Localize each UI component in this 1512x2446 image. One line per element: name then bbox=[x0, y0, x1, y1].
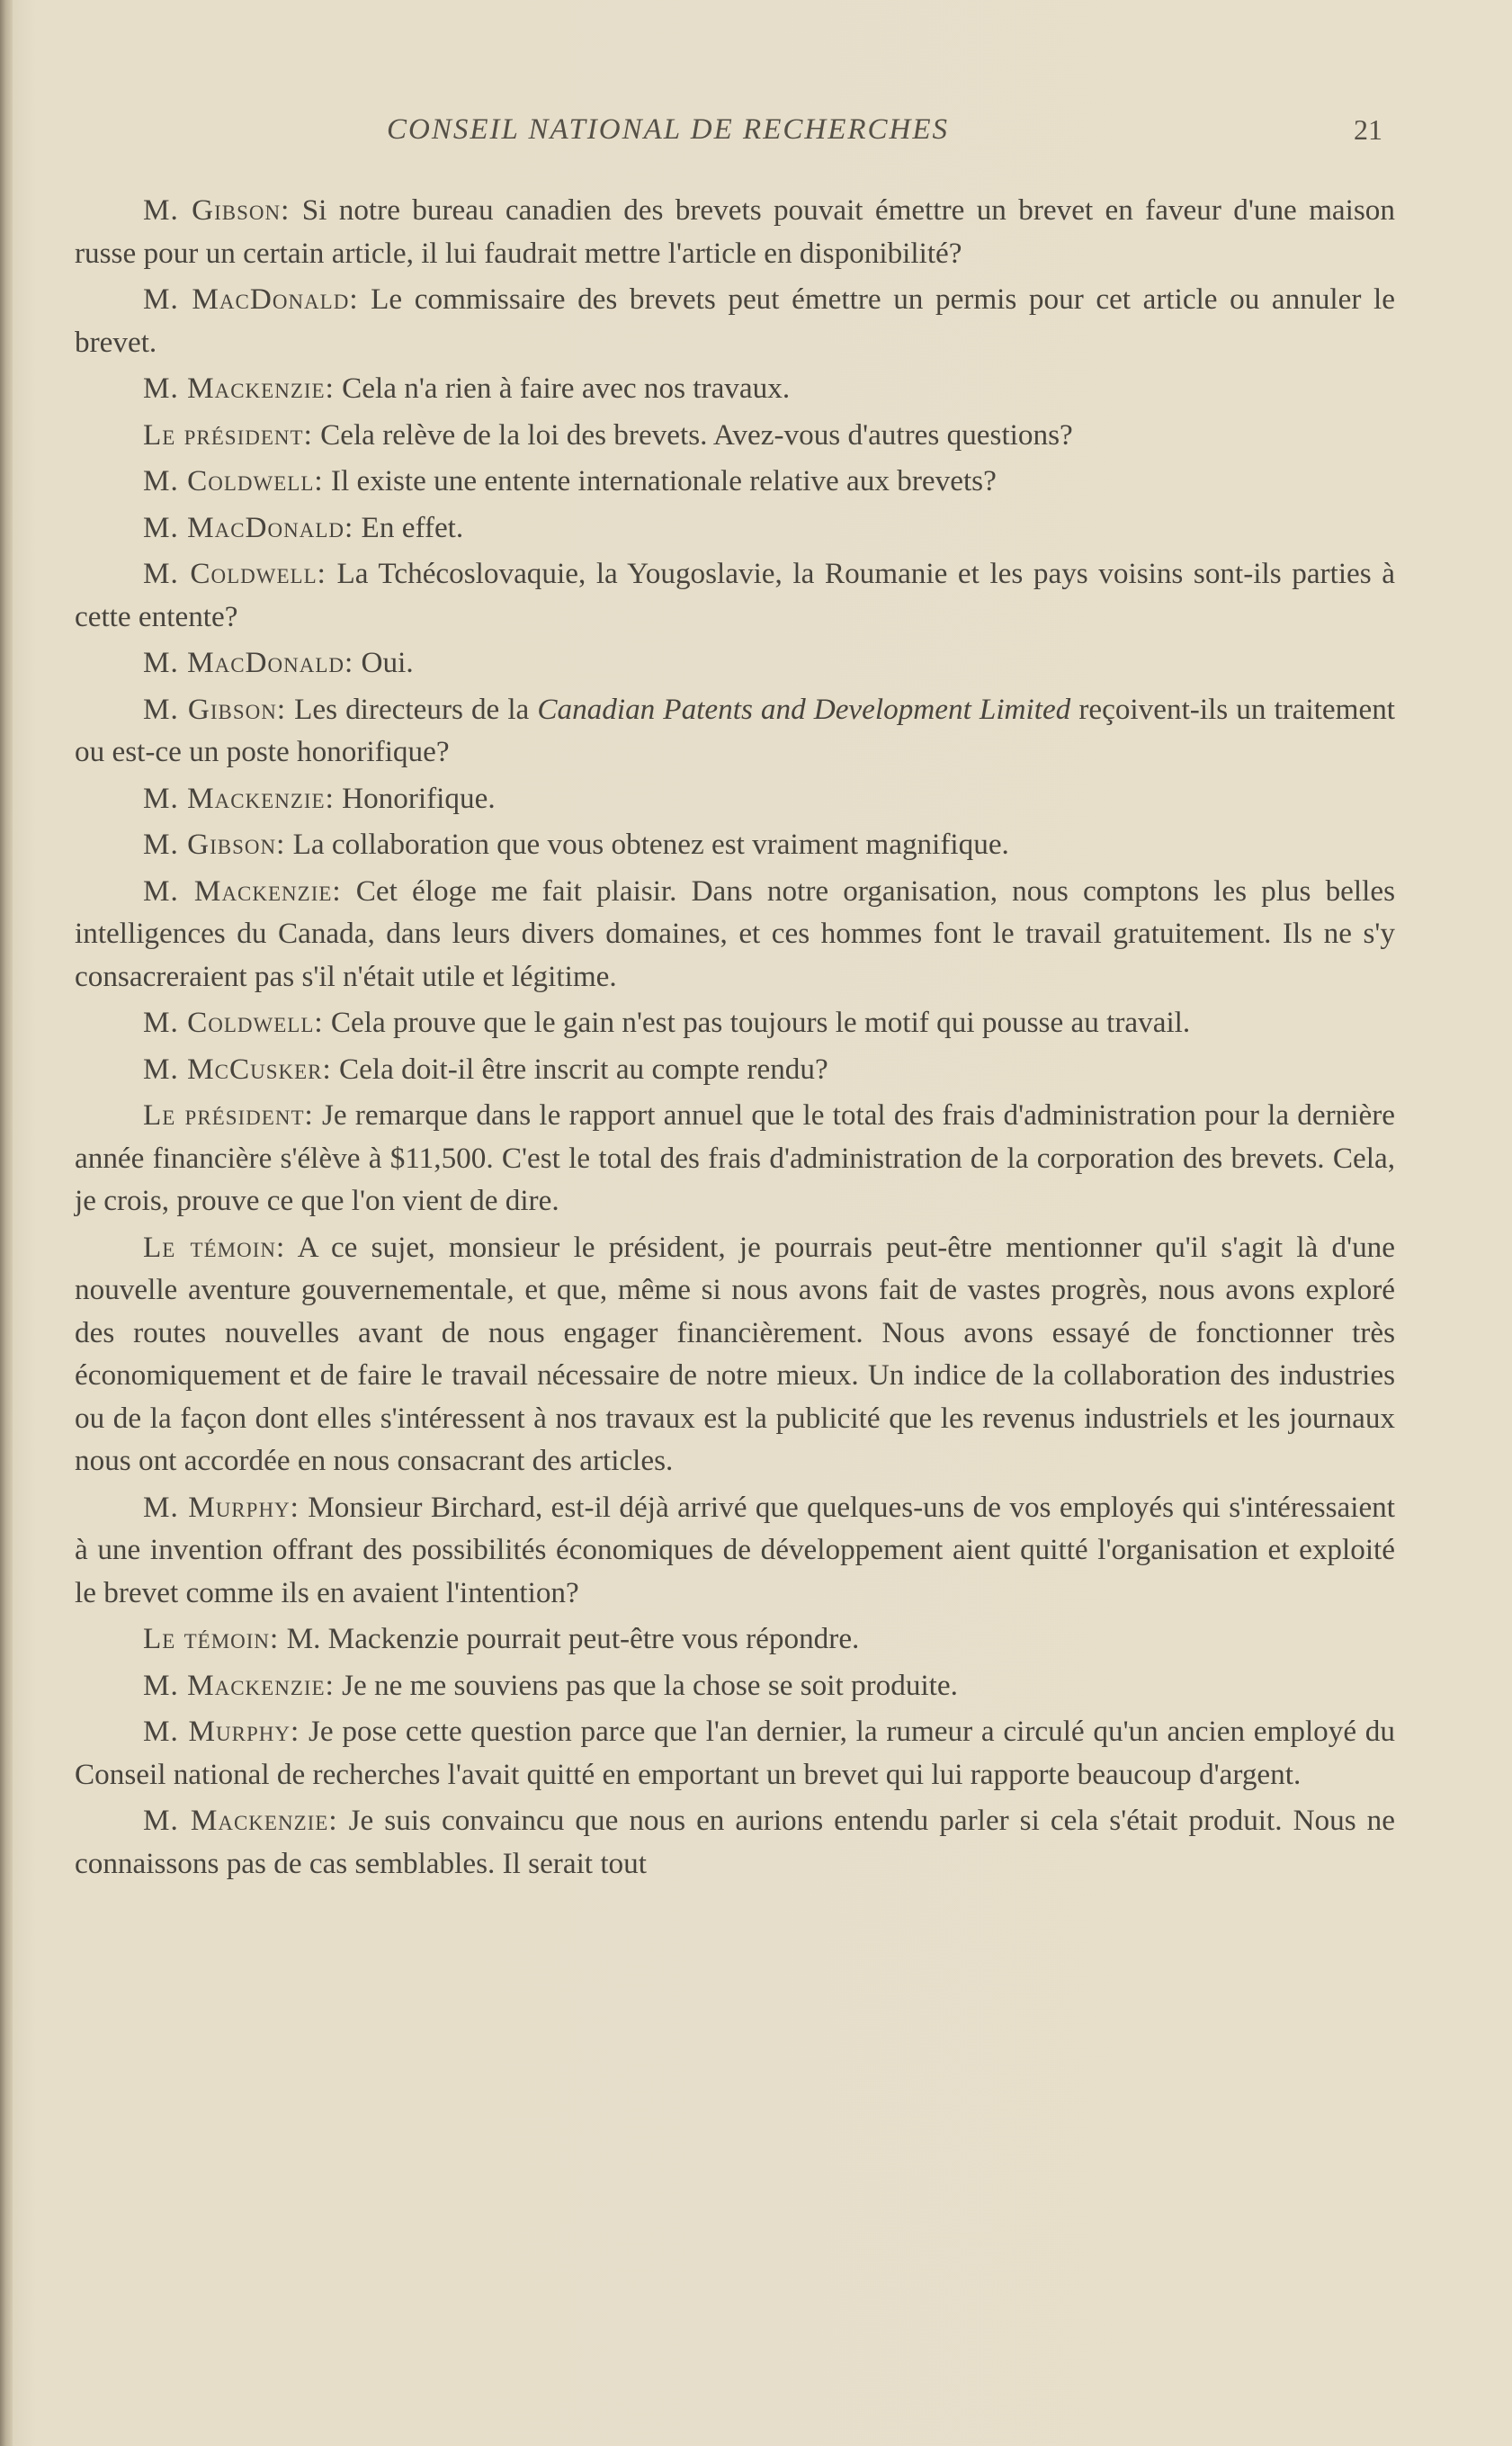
paragraph bbox=[75, 414, 1395, 457]
paragraph-text: Je remarque dans le rapport annuel que le total des frais d'administration pour la dernière année financière s'élève à $11,500. C'est le total des frais d'administration de la corporation des brevets. Cela, je crois, prouve ce que l'on vient de dire. bbox=[75, 1098, 1395, 1217]
paragraph bbox=[75, 1226, 1395, 1483]
speaker-label: M. Mackenzie: bbox=[143, 1804, 338, 1837]
paragraph-text: Cela relève de la loi des brevets. Avez-vous d'autres questions? bbox=[312, 417, 1073, 452]
paragraph bbox=[75, 641, 1395, 685]
paragraph-text: Cet éloge me fait plaisir. Dans notre organisation, nous comptons les plus belles intelligences du Canada, dans leurs divers domaines, et ces hommes font le travail gratuitement. Ils ne s'y consacreraient pas s'il n'était utile et légitime. bbox=[75, 874, 1395, 993]
speaker-label: M. Gibson: bbox=[143, 828, 286, 861]
speaker-label: Le témoin: bbox=[143, 1622, 280, 1655]
paragraph-text: Cela doit-il être inscrit au compte rendu? bbox=[331, 1052, 828, 1086]
paragraph bbox=[75, 688, 1395, 774]
paragraph bbox=[75, 1486, 1395, 1615]
paragraph bbox=[75, 1799, 1395, 1885]
speaker-label: M. Murphy: bbox=[143, 1715, 300, 1748]
speaker-label: M. Mackenzie: bbox=[143, 372, 335, 405]
paragraph bbox=[75, 823, 1395, 866]
speaker-label: M. MacDonald: bbox=[143, 646, 354, 679]
speaker-label: M. Murphy: bbox=[143, 1490, 300, 1524]
paragraph-text: Honorifique. bbox=[334, 781, 496, 815]
speaker-label: M. Coldwell: bbox=[143, 464, 324, 497]
speaker-label: M. MacDonald: bbox=[143, 510, 354, 544]
page-number: 21 bbox=[1354, 113, 1382, 146]
paragraph-text: M. Mackenzie pourrait peut-être vous répondre. bbox=[279, 1622, 860, 1655]
paragraph bbox=[75, 460, 1395, 503]
paragraph bbox=[75, 1617, 1395, 1661]
speaker-label: Le président: bbox=[143, 417, 313, 452]
paragraph bbox=[75, 367, 1395, 410]
paragraph bbox=[75, 777, 1395, 820]
paragraph-text: Je ne me souviens pas que la chose se soit produite. bbox=[334, 1668, 958, 1702]
book-spine-shadow bbox=[0, 0, 13, 2446]
paragraph-text: Il existe une entente internationale relative aux brevets? bbox=[323, 464, 997, 497]
speaker-label: M. Gibson: bbox=[143, 193, 291, 227]
paragraph bbox=[75, 1048, 1395, 1091]
paragraph-text: Le commissaire des brevets peut émettre un permis pour cet article ou annuler le brevet. bbox=[75, 282, 1395, 359]
paragraph-text: Je pose cette question parce que l'an dernier, la rumeur a circulé qu'un ancien employé du Conseil national de recherches l'avait quitté en emportant un brevet qui lui rapporte beaucoup d'argent. bbox=[75, 1715, 1395, 1791]
paragraph-text: La Tchécoslovaquie, la Yougoslavie, la Roumanie et les pays voisins sont-ils parties à cette entente? bbox=[75, 557, 1395, 633]
page-header bbox=[0, 113, 1512, 167]
paragraph-text: Cela prouve que le gain n'est pas toujours le motif qui pousse au travail. bbox=[323, 1006, 1191, 1039]
paragraph-text: reçoivent-ils un traitement ou est-ce un poste honorifique? bbox=[75, 692, 1396, 768]
paragraph bbox=[75, 189, 1395, 274]
paragraph bbox=[75, 278, 1395, 363]
company-name: Canadian Patents and Development Limited bbox=[537, 692, 1071, 726]
paragraph-text: Monsieur Birchard, est-il déjà arrivé que quelques-uns de vos employés qui s'intéressaient à une invention offrant des possibilités économiques de développement aient quitté l'organisation et exploité le brevet comme ils en avaient l'intention? bbox=[75, 1490, 1395, 1609]
speaker-label: M. Coldwell: bbox=[143, 557, 327, 590]
speaker-label: M. Mackenzie: bbox=[143, 781, 335, 815]
speaker-label: Le témoin: bbox=[143, 1230, 286, 1264]
paragraph-text: La collaboration que vous obtenez est vraiment magnifique. bbox=[285, 828, 1009, 861]
speaker-label: M. Coldwell: bbox=[143, 1006, 324, 1039]
speaker-label: Le président: bbox=[143, 1098, 314, 1132]
paragraph bbox=[75, 552, 1395, 638]
paragraph bbox=[75, 1094, 1395, 1223]
paragraph-text: Je suis convaincu que nous en aurions entendu parler si cela s'était produit. Nous ne connaissons pas de cas semblables. Il serait tout bbox=[75, 1804, 1395, 1880]
paragraph-text: Oui. bbox=[353, 646, 414, 679]
paragraph-text: Les directeurs de la bbox=[286, 692, 538, 726]
running-title: CONSEIL NATIONAL DE RECHERCHES bbox=[387, 113, 950, 146]
paragraph-text: A ce sujet, monsieur le président, je pourrais peut-être mentionner qu'il s'agit là d'une nouvelle aventure gouvernementale, et que, même si nous avons fait de vastes progrès, nous avons exploré des routes nouvelles avant de nous engager financièrement. Nous avons essayé de fonctionner très économiquement et de faire le travail nécessaire de notre mieux. Un indice de la collaboration des industries ou de la façon dont elles s'intéressent à nos travaux est la publicité que les revenus industriels et les journaux nous ont accordée en nous consacrant des articles. bbox=[75, 1230, 1395, 1477]
paragraph bbox=[75, 1001, 1395, 1044]
paragraph-text: Si notre bureau canadien des brevets pouvait émettre un brevet en faveur d'une maison russe pour un certain article, il lui faudrait mettre l'article en disponibilité? bbox=[75, 193, 1395, 270]
paragraph-text: En effet. bbox=[353, 510, 464, 544]
speaker-label: M. Mackenzie: bbox=[143, 874, 342, 908]
speaker-label: M. Gibson: bbox=[143, 692, 287, 726]
paragraph bbox=[75, 1710, 1395, 1796]
paragraph bbox=[75, 1664, 1395, 1707]
speaker-label: M. MacDonald: bbox=[143, 282, 359, 316]
speaker-label: M. McCusker: bbox=[143, 1052, 332, 1086]
paragraph bbox=[75, 870, 1395, 999]
speaker-label: M. Mackenzie: bbox=[143, 1668, 335, 1702]
paragraph bbox=[75, 506, 1395, 550]
paragraph-text: Cela n'a rien à faire avec nos travaux. bbox=[334, 372, 791, 405]
body-text bbox=[75, 189, 1395, 1888]
